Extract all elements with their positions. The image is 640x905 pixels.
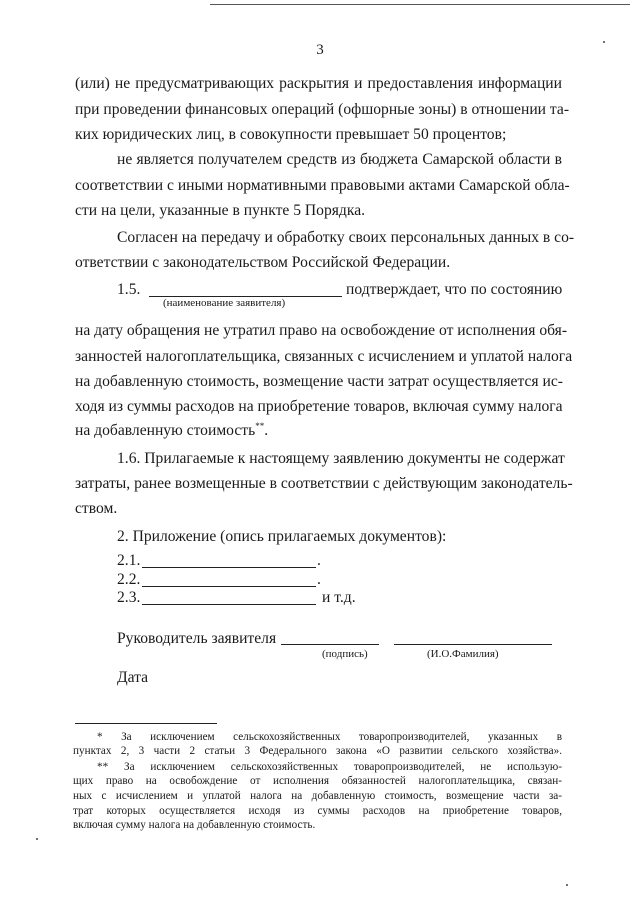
item-1-5-line-5 [75, 422, 268, 440]
consent-line-2: ответствии с законодательством Российской Федерации. [75, 254, 451, 271]
item-1-6-line-2: затраты, ранее возмещенные в соответствии с действующим законодатель- [75, 475, 573, 492]
signature-label: Руководитель заявителя [117, 630, 277, 647]
signature-caption: (подпись) [322, 648, 368, 660]
footnote-2-line-4: трат которых осуществляется исходя из суммы расходов на приобретение товаров, [73, 805, 562, 817]
appendix-item-1-tail: . [317, 552, 321, 569]
appendix-item-2-field[interactable] [142, 586, 316, 587]
offshore-line-1: (или) не предусматривающих раскрытия и предоставления информации [75, 75, 562, 92]
page-number: 3 [316, 42, 324, 58]
applicant-name-caption: (наименование заявителя) [163, 297, 286, 309]
name-caption: (И.О.Фамилия) [427, 648, 499, 660]
item-1-5-tail: подтверждает, что по состоянию [346, 281, 563, 298]
appendix-item-3-tail: и т.д. [322, 589, 356, 606]
appendix-item-2-number: 2.2. [117, 571, 141, 588]
appendix-item-3-number: 2.3. [117, 589, 141, 606]
scan-speck [603, 41, 605, 43]
item-1-5-number: 1.5. [117, 281, 141, 298]
signature-field[interactable] [281, 644, 379, 645]
item-1-5-line-2: занностей налогоплательщика, связанных с исчислением и уплатой налога [75, 348, 573, 365]
item-1-5-end: . [264, 422, 269, 439]
footnote-mark: ** [255, 420, 265, 431]
date-label: Дата [117, 669, 149, 686]
budget-line-1: не является получателем средств из бюджета Самарской области в [117, 151, 562, 168]
appendix-item-3-field[interactable] [142, 604, 316, 605]
footnote-2-line-3: ных с исчислением и уплатой налога на добавленную стоимость, возмещение части за- [73, 790, 562, 802]
item-1-5-line-4: ходя из суммы расходов на приобретение товаров, включая сумму налога [75, 398, 563, 415]
budget-line-3: сти на цели, указанные в пункте 5 Порядка. [75, 202, 366, 219]
name-field[interactable] [394, 644, 552, 645]
footnote-1-line-2: пунктах 2, 3 части 2 статьи 3 Федерального закона «О развитии сельского хозяйства». [73, 745, 562, 757]
appendix-heading: 2. Приложение (опись прилагаемых документов): [117, 528, 447, 545]
budget-line-2: соответствии с иными нормативными правовыми актами Самарской обла- [75, 177, 570, 194]
top-border-line [210, 4, 630, 5]
footnote-2-line-2: щих право на освобождение от исполнения обязанностей налогоплательщика, связан- [73, 775, 562, 787]
appendix-item-1-field[interactable] [142, 567, 316, 568]
footnote-2-line-5: включая сумму налога на добавленную стоимость. [73, 819, 316, 831]
offshore-line-2: при проведении финансовых операций (офшорные зоны) в отношении та- [75, 101, 570, 118]
scan-speck [566, 884, 568, 886]
item-1-6-line-3: ством. [75, 500, 118, 517]
offshore-line-3: ких юридических лиц, в совокупности превышает 50 процентов; [75, 126, 507, 143]
appendix-item-1-number: 2.1. [117, 552, 141, 569]
footnote-1-line-1: * За исключением сельскохозяйственных товаропроизводителей, указанных в [97, 731, 562, 743]
footnote-separator [75, 723, 217, 724]
item-1-6-line-1: 1.6. Прилагаемые к настоящему заявлению документы не содержат [117, 450, 565, 467]
footnote-2-line-1: ** За исключением сельскохозяйственных товаропроизводителей, не использую- [97, 761, 562, 773]
item-1-5-line-3: на добавленную стоимость, возмещение части затрат осуществляется ис- [75, 373, 563, 390]
scan-speck [36, 838, 38, 840]
item-1-5-line-1: на дату обращения не утратил право на освобождение от исполнения обя- [75, 322, 568, 339]
appendix-item-2-tail: . [317, 571, 321, 588]
consent-line-1: Согласен на передачу и обработку своих персональных данных в со- [117, 229, 575, 246]
item-1-5-last-line-text: на добавленную стоимость [75, 422, 256, 439]
